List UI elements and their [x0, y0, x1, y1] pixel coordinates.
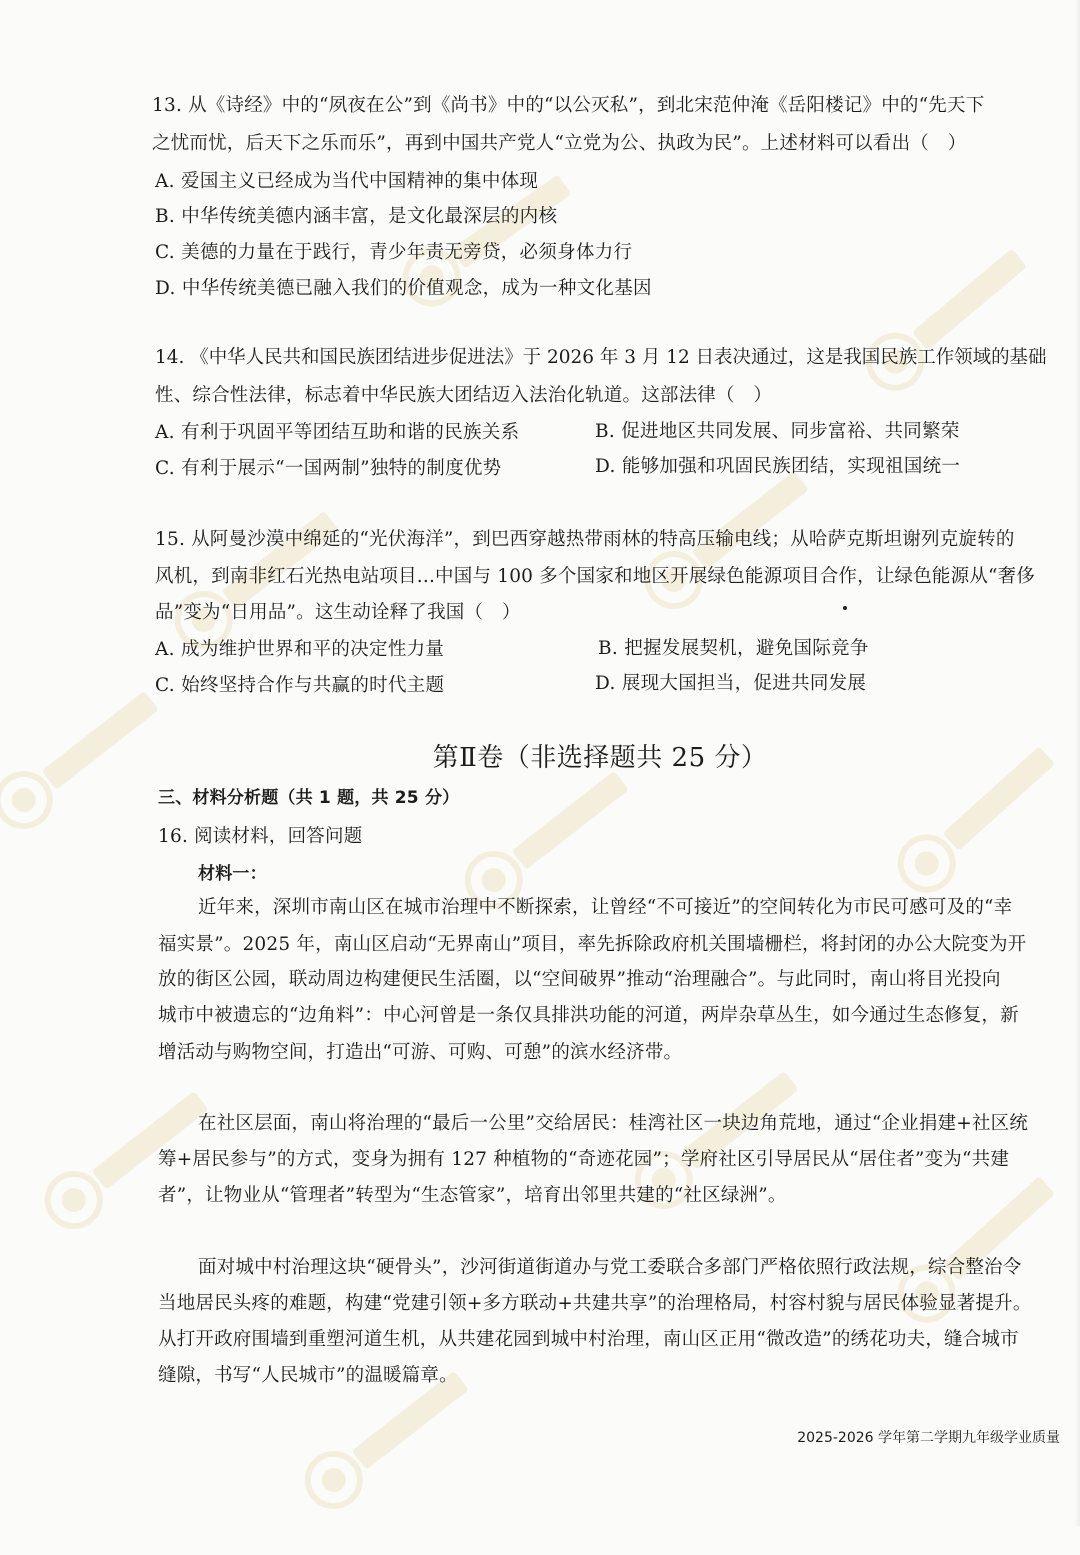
paragraph-line: 福实景”。2025 年，南山区启动“无界南山”项目，率先拆除政府机关围墙栅栏，将封闭的办公大院变为开 [158, 934, 1027, 955]
paragraph-line: 缝隙，书写“人民城市”的温暖篇章。 [158, 1365, 458, 1386]
paragraph-line: 在社区层面，南山将治理的“最后一公里”交给居民：桂湾社区一块边角荒地，通过“企业捐建+社区统 [198, 1113, 1029, 1134]
question-15-stem-line-3: 品”变为“日用品”。这生动诠释了我国（ ） [155, 602, 521, 623]
paragraph-line: 从打开政府围墙到重塑河道生机，从共建花园到城中村治理，南山区正用“微改造”的绣花功夫，缝合城市 [158, 1329, 1019, 1350]
question-15-option-a: A. 成为维护世界和平的决定性力量 [155, 639, 445, 660]
question-13-option-a: A. 爱国主义已经成为当代中国精神的集中体现 [155, 171, 539, 192]
paragraph-line: 城市中被遗忘的“边角料”：中心河曾是一条仅具排洪功能的河道，两岸杂草丛生，如今通过生态修复，新 [158, 1005, 1019, 1026]
paragraph-line: 放的街区公园，联动周边构建便民生活圈，以“空间破界”推动“治理融合”。与此同时，南山将目光投向 [158, 969, 1001, 990]
question-15-option-b: B. 把握发展契机，避免国际竞争 [598, 638, 869, 659]
paragraph-line: 增活动与购物空间，打造出“可游、可购、可憩”的滨水经济带。 [158, 1042, 683, 1063]
question-14-option-a: A. 有利于巩固平等团结互助和谐的民族关系 [155, 422, 520, 443]
question-13-stem-line-1: 13. 从《诗经》中的“夙夜在公”到《尚书》中的“以公灭私”，到北宋范仲淹《岳阳楼记》中的“先天下 [152, 95, 985, 116]
question-13-option-b: B. 中华传统美德内涵丰富，是文化最深层的内核 [155, 206, 558, 227]
watermark-logo [265, 1328, 504, 1552]
question-15-stem-line-2: 风机，到南非红石光热电站项目...中国与 100 多个国家和地区开展绿色能源项目合作，让绿色能源从“奢侈 [155, 566, 1036, 587]
question-15-option-d: D. 展现大国担当，促进共同发展 [595, 673, 867, 694]
question-14-option-d: D. 能够加强和巩固民族团结，实现祖国统一 [595, 456, 961, 477]
watermark-logo [365, 131, 606, 350]
question-13-stem-line-2: 之忧而忧，后天下之乐而乐”，再到中国共产党人“立党为公、执政为民”。上述材料可以看出（ ） [152, 133, 967, 154]
watermark-logo [826, 207, 1064, 434]
paragraph-line: 筹+居民参与”的方式，变身为拥有 127 种植物的“奇迹花园”；学府社区引导居民从“居住者”变为“共建 [158, 1149, 1010, 1170]
question-13-option-c: C. 美德的力量在于践行，青少年责无旁贷，必须身体力行 [155, 242, 633, 263]
stray-mark [843, 606, 847, 610]
paragraph-line: 当地居民头疼的难题，构建“党建引领+多方联动+共建共享”的治理格局，村容村貌与居民体验显著提升。 [158, 1293, 1032, 1314]
sun-logo-icon [365, 131, 606, 350]
paragraph-line: 者”，让物业从“管理者”转型为“生态管家”，培育出邻里共建的“社区绿洲”。 [158, 1185, 787, 1206]
page-footer: 2025-2026 学年第二学期九年级学业质量 [797, 1430, 1060, 1446]
section-three-heading: 三、材料分析题（共 1 题，共 25 分） [158, 788, 460, 808]
material-one-label: 材料一： [198, 864, 267, 884]
question-14-stem-line-1: 14. 《中华人民共和国民族团结进步促进法》于 2026 年 3 月 12 日表决通过，这是我国民族工作领域的基础 [155, 347, 1047, 368]
question-16-prompt: 16. 阅读材料，回答问题 [158, 826, 363, 847]
question-13-option-d: D. 中华传统美德已融入我们的价值观念，成为一种文化基因 [155, 278, 652, 299]
question-14-stem-line-2: 性、综合性法律，标志着中华民族大团结迈入法治化轨道。这部法律（ ） [155, 385, 773, 406]
question-15-option-c: C. 始终坚持合作与共赢的时代主题 [155, 675, 445, 696]
paragraph-line: 近年来，深圳市南山区在城市治理中不断探索，让曾经“不可接近”的空间转化为市民可感可及的“幸 [198, 897, 1013, 918]
paragraph-line: 面对城中村治理这块“硬骨头”，沙河街道街道办与党工委联合多部门严格依照行政法规，综合整治令 [198, 1257, 1022, 1278]
scan-edge [1074, 0, 1080, 1526]
question-14-option-c: C. 有利于展示“一国两制”独特的制度优势 [155, 458, 502, 479]
question-14-option-b: B. 促进地区共同发展、同步富裕、共同繁荣 [595, 421, 960, 442]
part-two-heading: 第Ⅱ卷（非选择题共 25 分） [432, 743, 768, 773]
question-15-stem-line-1: 15. 从阿曼沙漠中绵延的“光伏海洋”，到巴西穿越热带雨林的特高压输电线；从哈萨克斯坦谢列克旋转的 [155, 529, 1015, 550]
